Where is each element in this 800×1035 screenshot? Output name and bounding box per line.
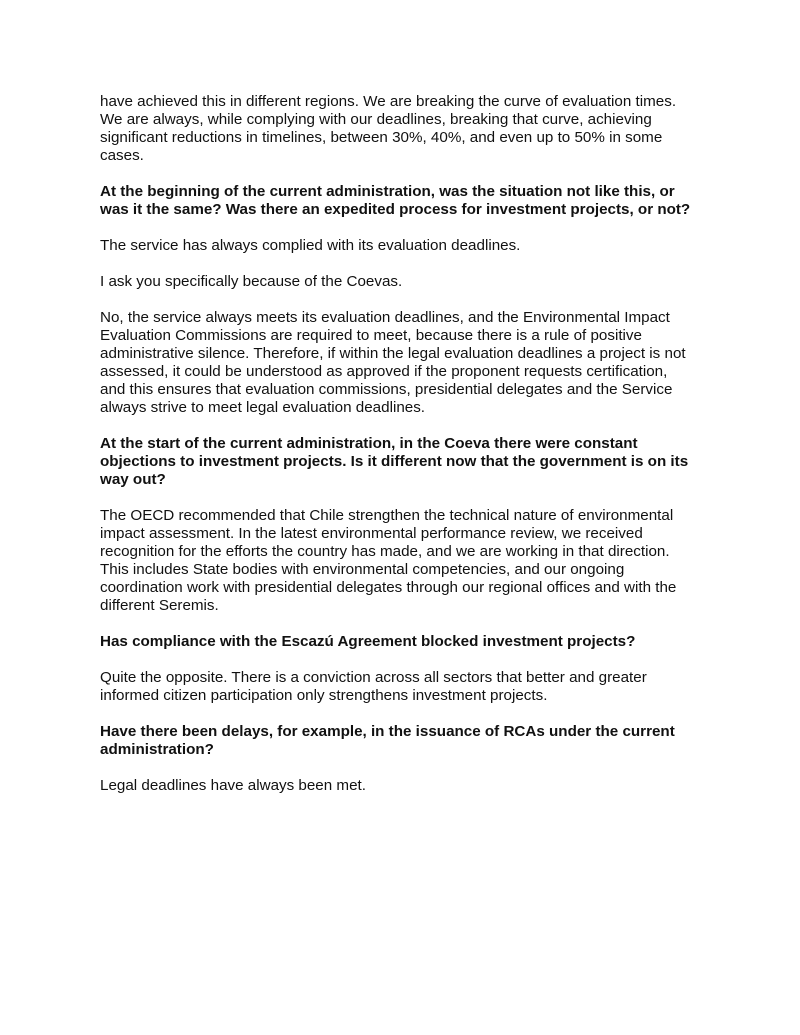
text-line: Quite the opposite. There is a conviction across all sectors that better and greater [100,669,647,686]
text-line: We are always, while complying with our deadlines, breaking that curve, achieving [100,111,652,128]
question-paragraph [100,435,740,489]
text-line: Have there been delays, for example, in the issuance of RCAs under the current [100,723,675,740]
text-line: cases. [100,147,144,164]
text-line: have achieved this in different regions. We are breaking the curve of evaluation times. [100,93,677,110]
text-line: significant reductions in timelines, between 30%, 40%, and even up to 50% in some [100,129,663,146]
answer-paragraph [100,237,740,255]
text-line: informed citizen participation only strengthens investment projects. [100,687,548,704]
text-line: objections to investment projects. Is it different now that the government is on its [100,453,689,470]
text-line: I ask you specifically because of the Coevas. [100,273,403,290]
text-line: The OECD recommended that Chile strengthen the technical nature of environmental [100,507,674,524]
text-line: always strive to meet legal evaluation deadlines. [100,399,426,416]
text-line: was it the same? Was there an expedited process for investment projects, or not? [100,201,691,218]
text-line: This includes State bodies with environmental competencies, and our ongoing [100,561,625,578]
text-line: coordination work with presidential delegates through our regional offices and with the [100,579,677,596]
answer-paragraph [100,273,740,291]
text-line: recognition for the efforts the country has made, and we are working in that direction. [100,543,670,560]
text-line: At the beginning of the current administration, was the situation not like this, or [100,183,675,200]
answer-paragraph [100,93,740,165]
text-line: Evaluation Commissions are required to meet, because there is a rule of positive [100,327,642,344]
text-line: assessed, it could be understood as approved if the proponent requests certification, [100,363,668,380]
text-line: Legal deadlines have always been met. [100,777,366,794]
text-line: way out? [100,471,166,488]
text-line: Has compliance with the Escazú Agreement blocked investment projects? [100,633,636,650]
answer-paragraph [100,669,740,705]
question-paragraph [100,723,740,759]
question-paragraph [100,183,740,219]
text-line: impact assessment. In the latest environmental performance review, we received [100,525,643,542]
answer-paragraph [100,309,740,417]
text-line: and this ensures that evaluation commissions, presidential delegates and the Service [100,381,673,398]
text-line: The service has always complied with its evaluation deadlines. [100,237,521,254]
text-line: administration? [100,741,214,758]
document-page [100,93,740,813]
answer-paragraph [100,507,740,615]
answer-paragraph [100,777,740,795]
text-line: administrative silence. Therefore, if within the legal evaluation deadlines a project is not [100,345,686,362]
question-paragraph [100,633,740,651]
text-line: No, the service always meets its evaluation deadlines, and the Environmental Impact [100,309,670,326]
text-line: different Seremis. [100,597,219,614]
text-line: At the start of the current administration, in the Coeva there were constant [100,435,638,452]
